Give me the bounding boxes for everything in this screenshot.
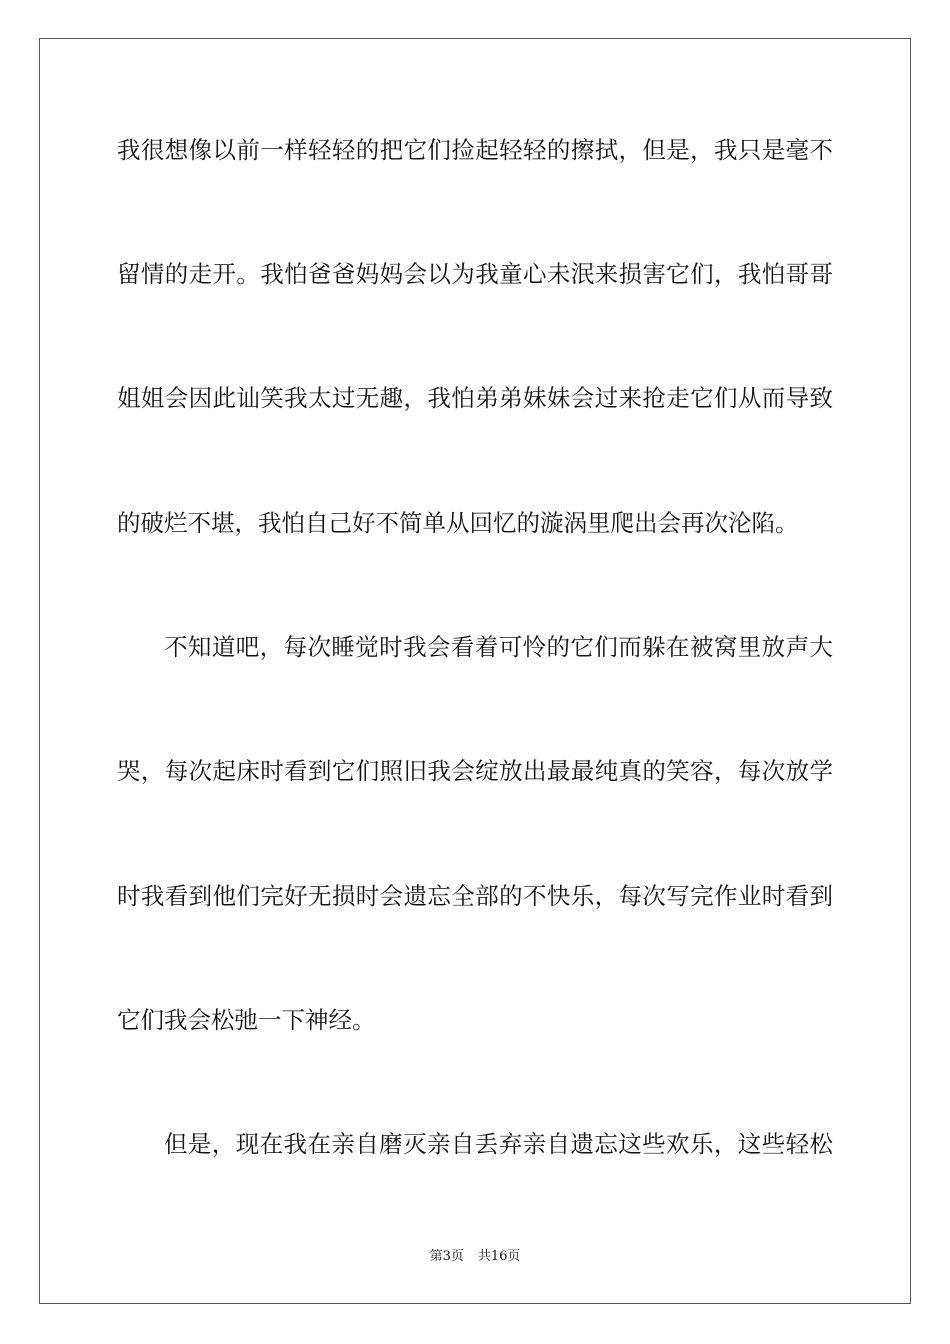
body-line-1: 我很想像以前一样轻轻的把它们捡起轻轻的擦拭，但是，我只是毫不 [117, 136, 833, 164]
body-line-6: 哭，每次起床时看到它们照旧我会绽放出最最纯真的笑容，每次放学 [117, 757, 833, 785]
page-frame [39, 38, 911, 1304]
body-line-2: 留情的走开。我怕爸爸妈妈会以为我童心未泯来损害它们，我怕哥哥 [117, 260, 833, 288]
body-line-9: 但是，现在我在亲自磨灭亲自丢弃亲自遗忘这些欢乐，这些轻松 [164, 1130, 833, 1158]
body-line-7: 时我看到他们完好无损时会遗忘全部的不快乐，每次写完作业时看到 [117, 882, 833, 910]
page-total-label: 共16页 [477, 1249, 521, 1264]
body-line-5: 不知道吧，每次睡觉时我会看着可怜的它们而躲在被窝里放声大 [164, 633, 833, 661]
page-number-label: 第3页 [429, 1249, 464, 1264]
body-line-4: 的破烂不堪，我怕自己好不简单从回忆的漩涡里爬出会再次沦陷。 [117, 509, 799, 537]
body-line-8: 它们我会松弛一下神经。 [117, 1006, 376, 1034]
body-line-3: 姐姐会因此讪笑我太过无趣，我怕弟弟妹妹会过来抢走它们从而导致 [117, 384, 833, 412]
page-footer [0, 1246, 950, 1268]
